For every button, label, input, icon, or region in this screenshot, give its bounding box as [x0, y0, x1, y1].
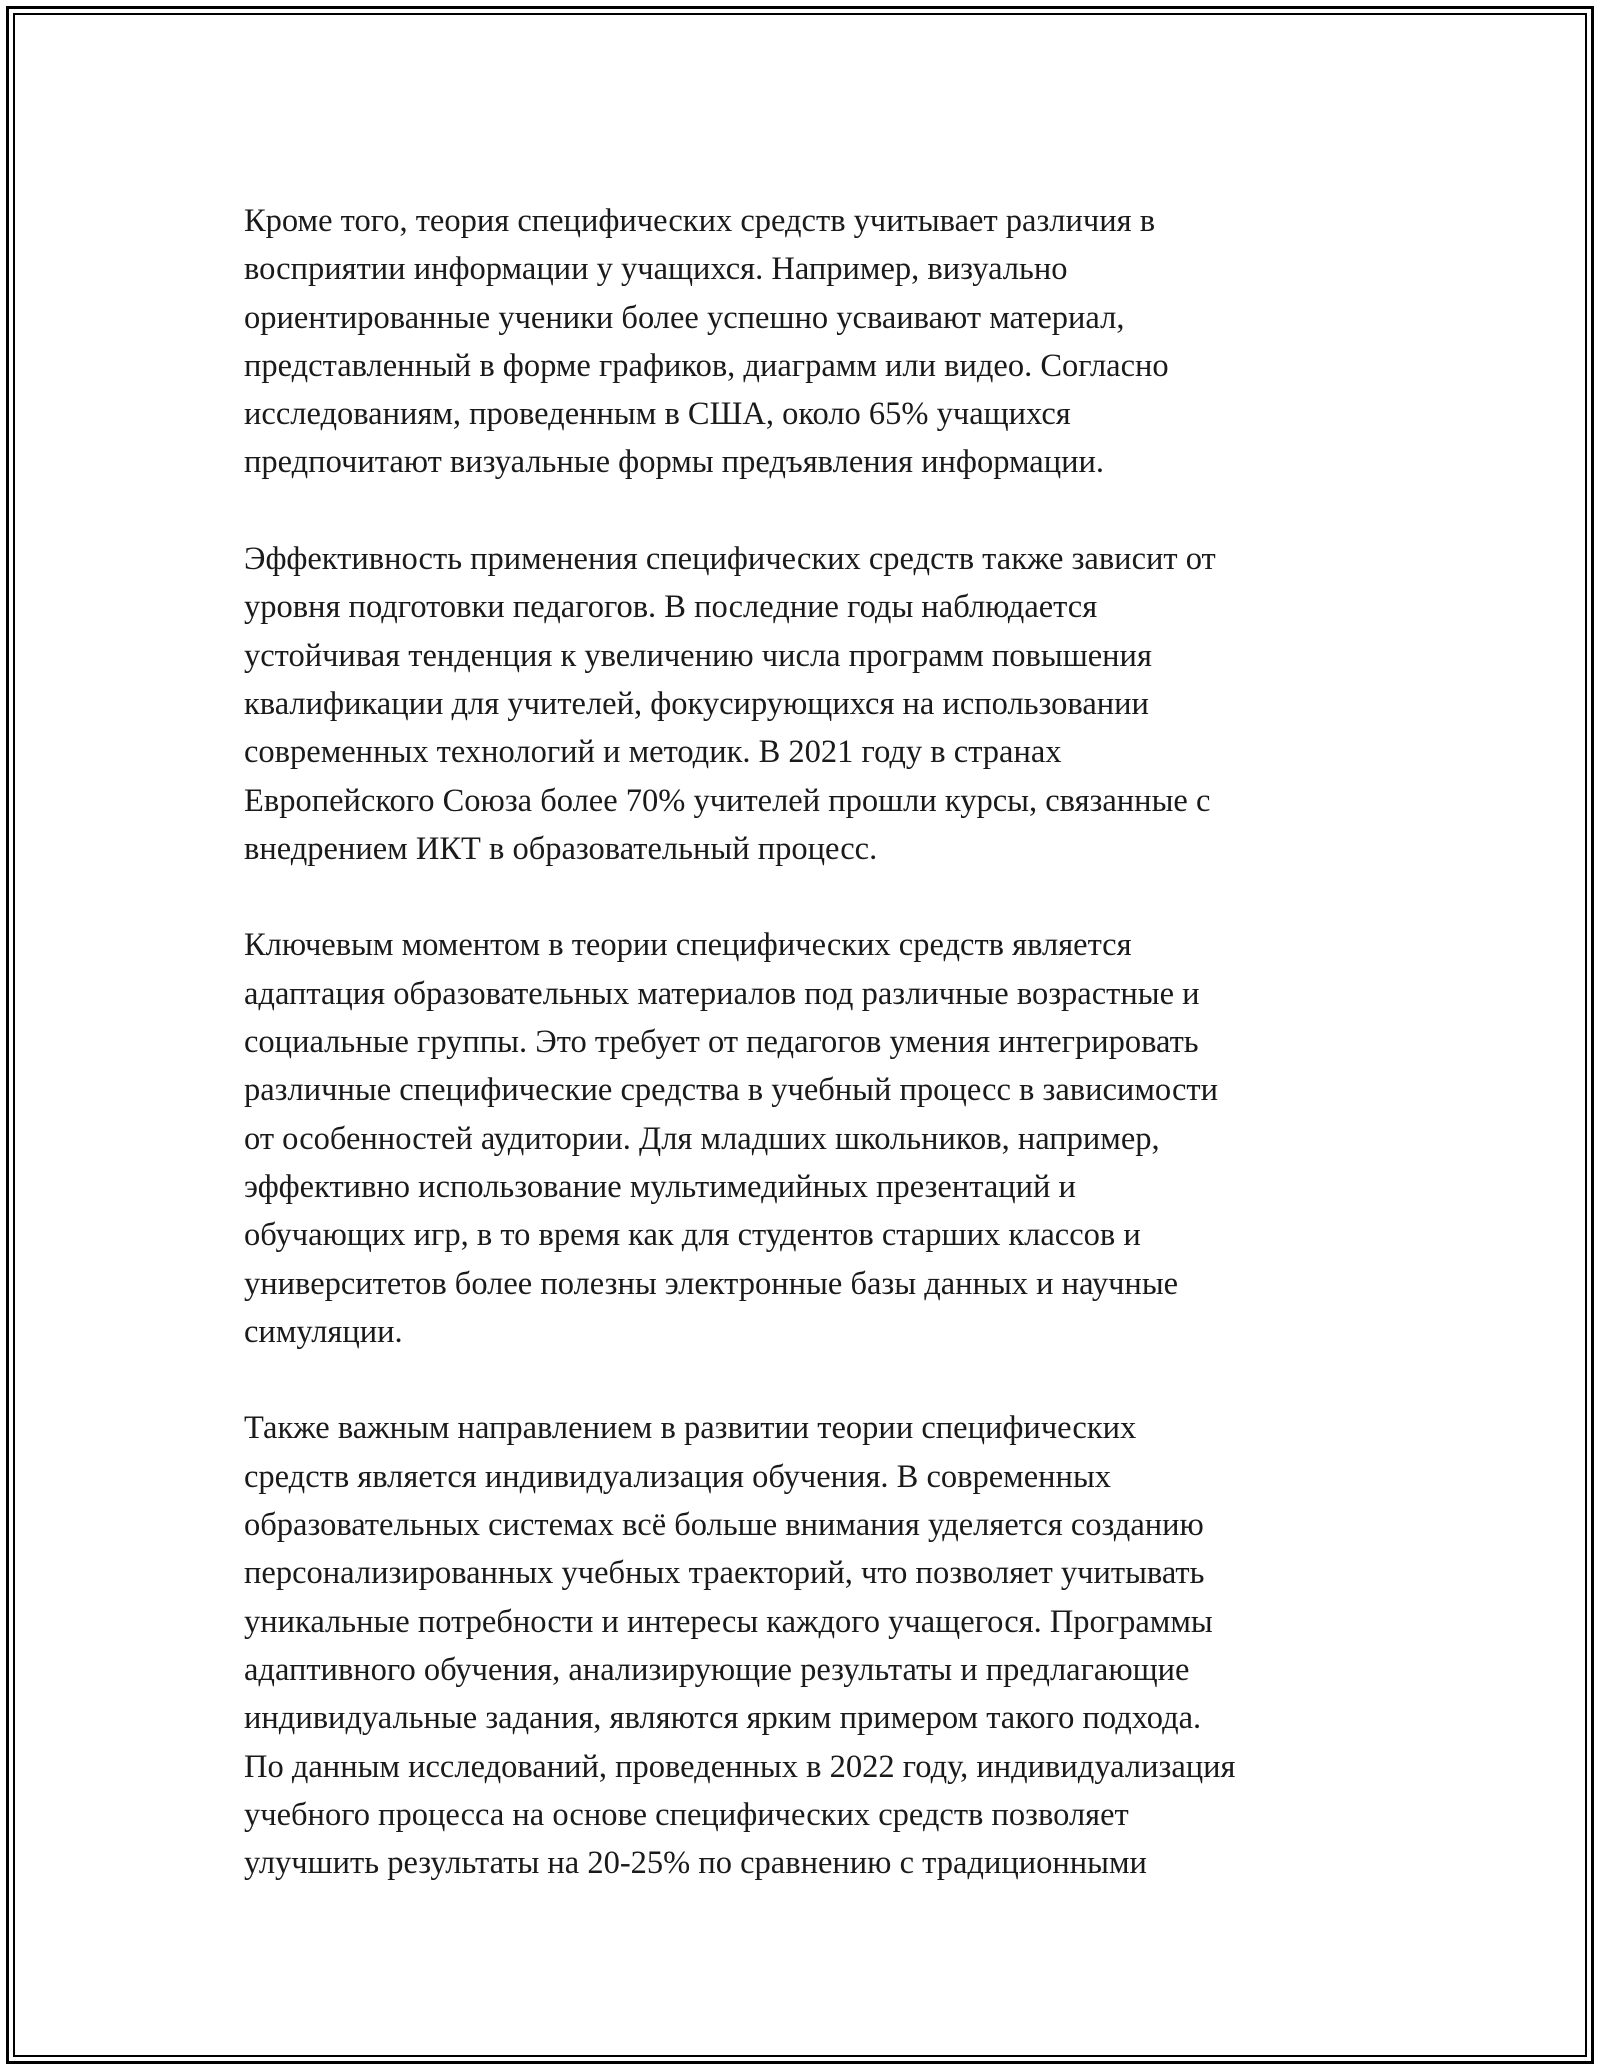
text-line: устойчивая тенденция к увеличению числа программ повышения	[244, 637, 1152, 674]
text-line: квалификации для учителей, фокусирующихся на использовании	[244, 685, 1149, 722]
text-line: персонализированных учебных траекторий, что позволяет учитывать	[244, 1555, 1205, 1592]
text-line: образовательных системах всё больше внимания уделяется созданию	[244, 1507, 1204, 1544]
text-line: адаптивного обучения, анализирующие результаты и предлагающие	[244, 1651, 1190, 1688]
text-line: от особенностей аудитории. Для младших школьников, например,	[244, 1120, 1160, 1157]
text-line: университетов более полезны электронные базы данных и научные	[244, 1265, 1179, 1302]
text-line: уровня подготовки педагогов. В последние годы наблюдается	[244, 589, 1098, 626]
text-line: Эффективность применения специфических средств также зависит от	[244, 541, 1216, 578]
text-line: внедрением ИКТ в образовательный процесс.	[244, 830, 878, 867]
text-line: различные специфические средства в учебный процесс в зависимости	[244, 1072, 1218, 1109]
paragraph	[244, 535, 1384, 873]
text-line: Также важным направлением в развитии теории специфических	[244, 1410, 1137, 1447]
text-line: учебного процесса на основе специфических средств позволяет	[244, 1796, 1129, 1833]
text-line: эффективно использование мультимедийных презентаций и	[244, 1168, 1076, 1205]
text-line: ориентированные ученики более успешно усваивают материал,	[244, 299, 1125, 336]
text-line: исследованиям, проведенным в США, около 65% учащихся	[244, 396, 1071, 433]
text-line: Кроме того, теория специфических средств учитывает различия в	[244, 203, 1156, 239]
text-line: обучающих игр, в то время как для студентов старших классов и	[244, 1217, 1141, 1254]
page-frame	[6, 6, 1594, 2064]
text-line: Европейского Союза более 70% учителей прошли курсы, связанные с	[244, 782, 1211, 819]
paragraph	[244, 921, 1384, 1356]
text-line: предпочитают визуальные формы предъявления информации.	[244, 444, 1105, 481]
text-line: улучшить результаты на 20-25% по сравнению с традиционными	[244, 1845, 1147, 1882]
text-line: симуляции.	[244, 1313, 403, 1350]
paragraph	[244, 1404, 1384, 1887]
text-line: современных технологий и методик. В 2021 году в странах	[244, 734, 1062, 771]
text-line: По данным исследований, проведенных в 2022 году, индивидуализация	[244, 1748, 1236, 1785]
text-line: Ключевым моментом в теории специфических средств является	[244, 927, 1132, 964]
text-line: уникальные потребности и интересы каждого учащегося. Программы	[244, 1603, 1213, 1640]
text-line: социальные группы. Это требует от педагогов умения интегрировать	[244, 1024, 1199, 1061]
document-body	[244, 197, 1384, 1936]
paragraph	[244, 197, 1384, 487]
text-line: индивидуальные задания, являются ярким примером такого подхода.	[244, 1700, 1202, 1737]
text-line: представленный в форме графиков, диаграмм или видео. Согласно	[244, 347, 1169, 384]
text-line: восприятии информации у учащихся. Например, визуально	[244, 251, 1068, 288]
text-line: средств является индивидуализация обучения. В современных	[244, 1458, 1112, 1495]
text-line: адаптация образовательных материалов под различные возрастные и	[244, 975, 1200, 1012]
